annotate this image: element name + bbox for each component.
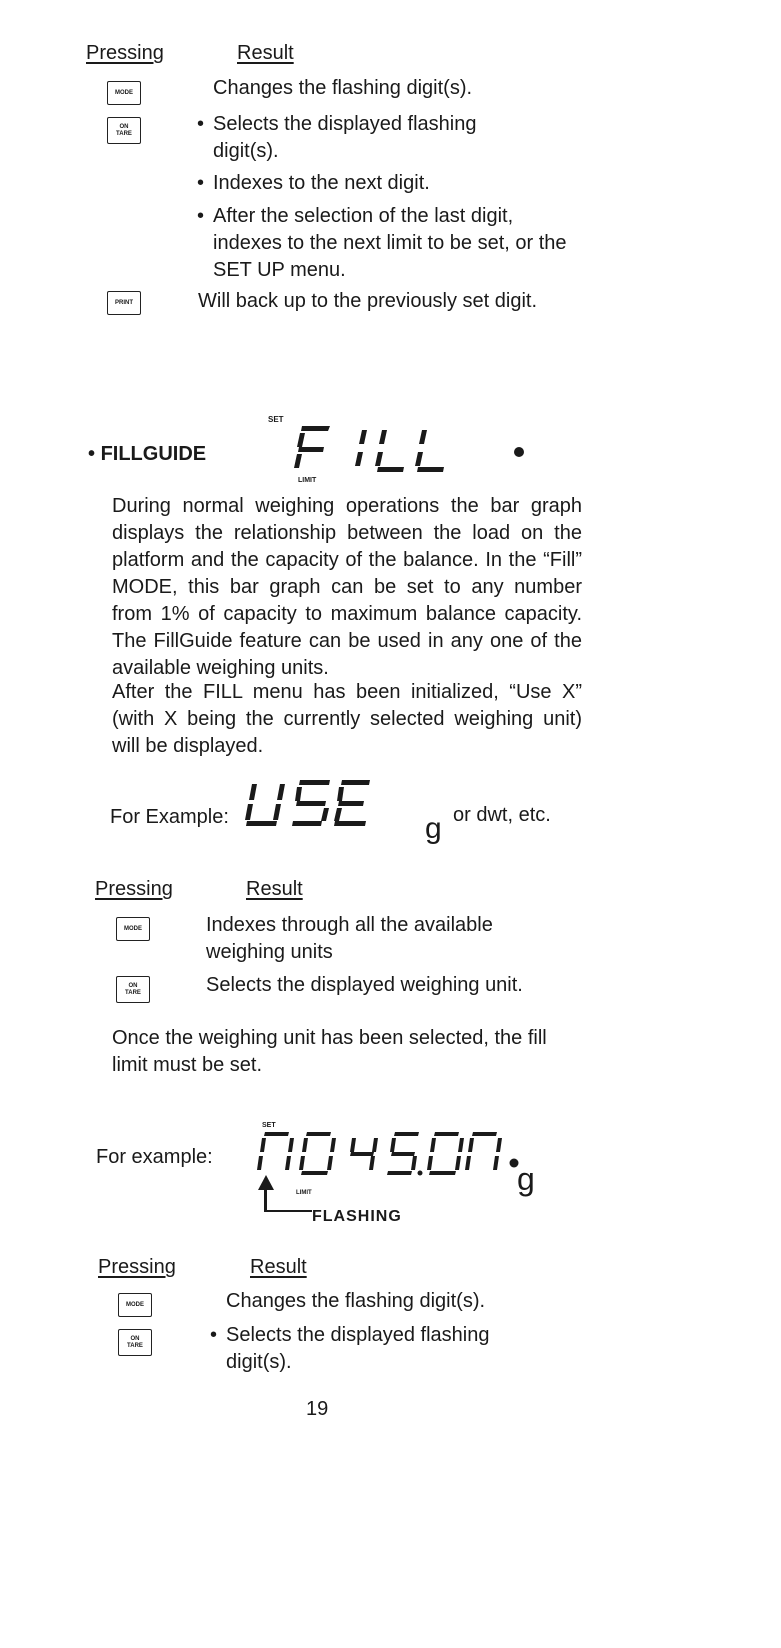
- fill-lcd-display: [290, 422, 530, 478]
- on-tare-result-3: • After the selection of the last digit, indexes to the next limit to be set, or the SET UP menu.: [213, 203, 568, 284]
- print-key-icon: PRINT: [107, 291, 141, 315]
- mode-result-2: Indexes through all the available weighing units: [206, 914, 493, 963]
- example1-note: or dwt, etc.: [453, 804, 551, 826]
- example1-label: For Example:: [110, 806, 229, 828]
- mode-result: Changes the flashing digit(s).: [213, 77, 473, 99]
- section2-paragraph: Once the weighing unit has been selected, the fill limit must be set.: [112, 1027, 547, 1076]
- example2-label: For example:: [96, 1146, 213, 1168]
- mode-key-icon-3: MODE: [118, 1293, 152, 1317]
- result-header-2: Result: [246, 878, 303, 900]
- pressing-header-2: Pressing: [95, 878, 173, 900]
- fillguide-paragraph-1: During normal weighing operations the bar graph displays the relationship between the load on the platform and the capacity of the balance. In the “Fill” MODE, this bar graph can be set to any number from 1% of capacity to maximum balance capacity. The FillGuide feature can be used in any one of the available weighing units.: [112, 495, 582, 679]
- example2-set-label: SET: [262, 1122, 276, 1129]
- print-result: Will back up to the previously set digit.: [198, 290, 538, 312]
- page-number: 19: [306, 1398, 329, 1420]
- example2-unit: g: [517, 1161, 535, 1197]
- on-tare-key-icon: ON TARE: [107, 117, 141, 144]
- on-tare-result-2: • Indexes to the next digit.: [213, 170, 543, 197]
- on-tare-result-section3: • Selects the displayed flashing digit(s).: [226, 1322, 546, 1376]
- fill-limit-label: LIMIT: [298, 477, 317, 484]
- fill-set-label: SET: [268, 415, 284, 424]
- result-header-3: Result: [250, 1256, 307, 1278]
- mode-key-icon-2: MODE: [116, 917, 150, 941]
- on-tare-result-section2: Selects the displayed weighing unit.: [206, 974, 523, 996]
- fillguide-paragraph-2: After the FILL menu has been initialized, “Use X” (with X being the currently selected weighing unit) will be displayed.: [112, 681, 582, 757]
- mode-result-3: Changes the flashing digit(s).: [226, 1290, 486, 1312]
- example2-limit-label: LIMIT: [296, 1190, 312, 1196]
- fill-limit-lcd-display: [252, 1130, 552, 1240]
- result-header: Result: [237, 42, 294, 64]
- pressing-header: Pressing: [86, 42, 164, 64]
- on-tare-key-icon-2: ON TARE: [116, 976, 150, 1003]
- mode-key-icon: MODE: [107, 81, 141, 105]
- on-tare-result-1: • Selects the displayed flashing digit(s).: [213, 111, 543, 165]
- on-tare-key-icon-3: ON TARE: [118, 1329, 152, 1356]
- pressing-header-3: Pressing: [98, 1256, 176, 1278]
- fillguide-label: • FILLGUIDE: [88, 443, 207, 465]
- example1-unit: g: [425, 812, 442, 845]
- use-lcd-display: [242, 776, 372, 836]
- flashing-label: FLASHING: [312, 1208, 402, 1225]
